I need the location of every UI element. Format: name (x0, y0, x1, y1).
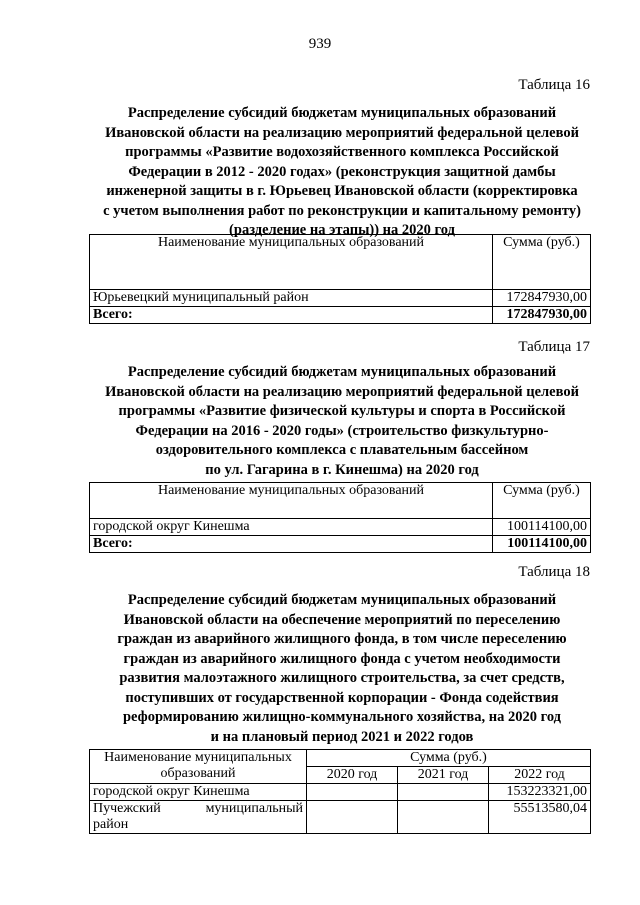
title-line: Ивановской области на обеспечение мероприятий по переселению (123, 611, 561, 628)
page-number: 939 (308, 36, 332, 52)
title-line: поступивших от государственной корпорации - Фонда содействия (125, 689, 559, 706)
row-name: городской округ Кинешма (90, 519, 493, 536)
title-line: Ивановской области на реализацию мероприятий федеральной целевой (105, 124, 579, 141)
title-line: реформированию жилищно-коммунального хозяйства, на 2020 год (122, 709, 561, 725)
header-name-line: Наименование муниципальных (104, 750, 292, 765)
header-name: Наименование муниципальных образований (90, 483, 493, 519)
table-row (90, 784, 591, 801)
title-line: граждан из аварийного жилищного фонда, в том числе переселению (117, 631, 567, 647)
total-row (90, 307, 591, 324)
table-header-row (90, 750, 591, 767)
total-sum: 100114100,00 (493, 536, 591, 553)
header-sum: Сумма (руб.) (493, 483, 591, 519)
title-line: и на плановый период 2021 и 2022 годов (210, 728, 474, 745)
table-18-title (88, 591, 596, 747)
header-sum: Сумма (руб.) (493, 235, 591, 290)
title-line: оздоровительного комплекса с плавательным бассейном (155, 442, 529, 458)
row-name (90, 801, 307, 834)
title-line: программы «Развитие водохозяйственного комплекса Российской (125, 144, 559, 160)
total-sum: 172847930,00 (493, 307, 591, 324)
title-line: Распределение субсидий бюджетам муниципальных образований (127, 364, 557, 380)
row-sum: 172847930,00 (493, 290, 591, 307)
row-2021 (398, 784, 489, 801)
row-2020 (307, 801, 398, 834)
table-16-title (88, 104, 596, 241)
total-label: Всего: (90, 536, 493, 553)
total-label: Всего: (90, 307, 493, 324)
title-line: с учетом выполнения работ по реконструкции и капитальному ремонту) (103, 202, 581, 219)
row-2022: 153223321,00 (489, 784, 591, 801)
header-name-line: образований (160, 766, 236, 781)
header-name (90, 750, 307, 784)
table-header-row (90, 235, 591, 290)
header-name: Наименование муниципальных образований (90, 235, 493, 290)
table-18 (89, 749, 591, 834)
title-line: по ул. Гагарина в г. Кинешма) на 2020 год (205, 461, 479, 478)
table-16 (89, 234, 591, 324)
row-sum: 100114100,00 (493, 519, 591, 536)
row-2021 (398, 801, 489, 834)
title-line: граждан из аварийного жилищного фонда с учетом необходимости (123, 650, 561, 667)
row-name: городской округ Кинешма (90, 784, 307, 801)
title-line: Распределение субсидий бюджетам муниципальных образований (127, 592, 557, 608)
title-line: развития малоэтажного жилищного строительства, за счет средств, (119, 670, 565, 686)
table-row (90, 519, 591, 536)
title-line: Федерации на 2016 - 2020 годы» (строительство физкультурно- (135, 422, 549, 439)
table-16-label: Таблица 16 (518, 77, 590, 93)
header-2022: 2022 год (489, 767, 591, 784)
table-17 (89, 482, 591, 553)
title-line: (разделение на этапы)) на 2020 год (229, 222, 455, 238)
row-2022: 55513580,04 (489, 801, 591, 834)
header-sum: Сумма (руб.) (307, 750, 591, 767)
title-line: Ивановской области на реализацию мероприятий федеральной целевой (105, 383, 579, 400)
total-row (90, 536, 591, 553)
title-line: Федерации в 2012 - 2020 годах» (реконструкция защитной дамбы (128, 163, 556, 180)
title-line: инженерной защиты в г. Юрьевец Ивановской области (корректировка (106, 183, 578, 199)
header-2021: 2021 год (398, 767, 489, 784)
table-17-title (88, 363, 596, 480)
table-header-row (90, 483, 591, 519)
table-17-label: Таблица 17 (518, 339, 590, 355)
row-name-line: район (93, 817, 129, 832)
title-line: Распределение субсидий бюджетам муниципальных образований (127, 105, 557, 121)
row-name-line: Пучежский муниципальный (93, 801, 303, 816)
row-2020 (307, 784, 398, 801)
table-row (90, 290, 591, 307)
table-18-label: Таблица 18 (518, 564, 590, 580)
table-row (90, 801, 591, 834)
row-name: Юрьевецкий муниципальный район (90, 290, 493, 307)
header-2020: 2020 год (307, 767, 398, 784)
title-line: программы «Развитие физической культуры и спорта в Российской (118, 403, 566, 419)
